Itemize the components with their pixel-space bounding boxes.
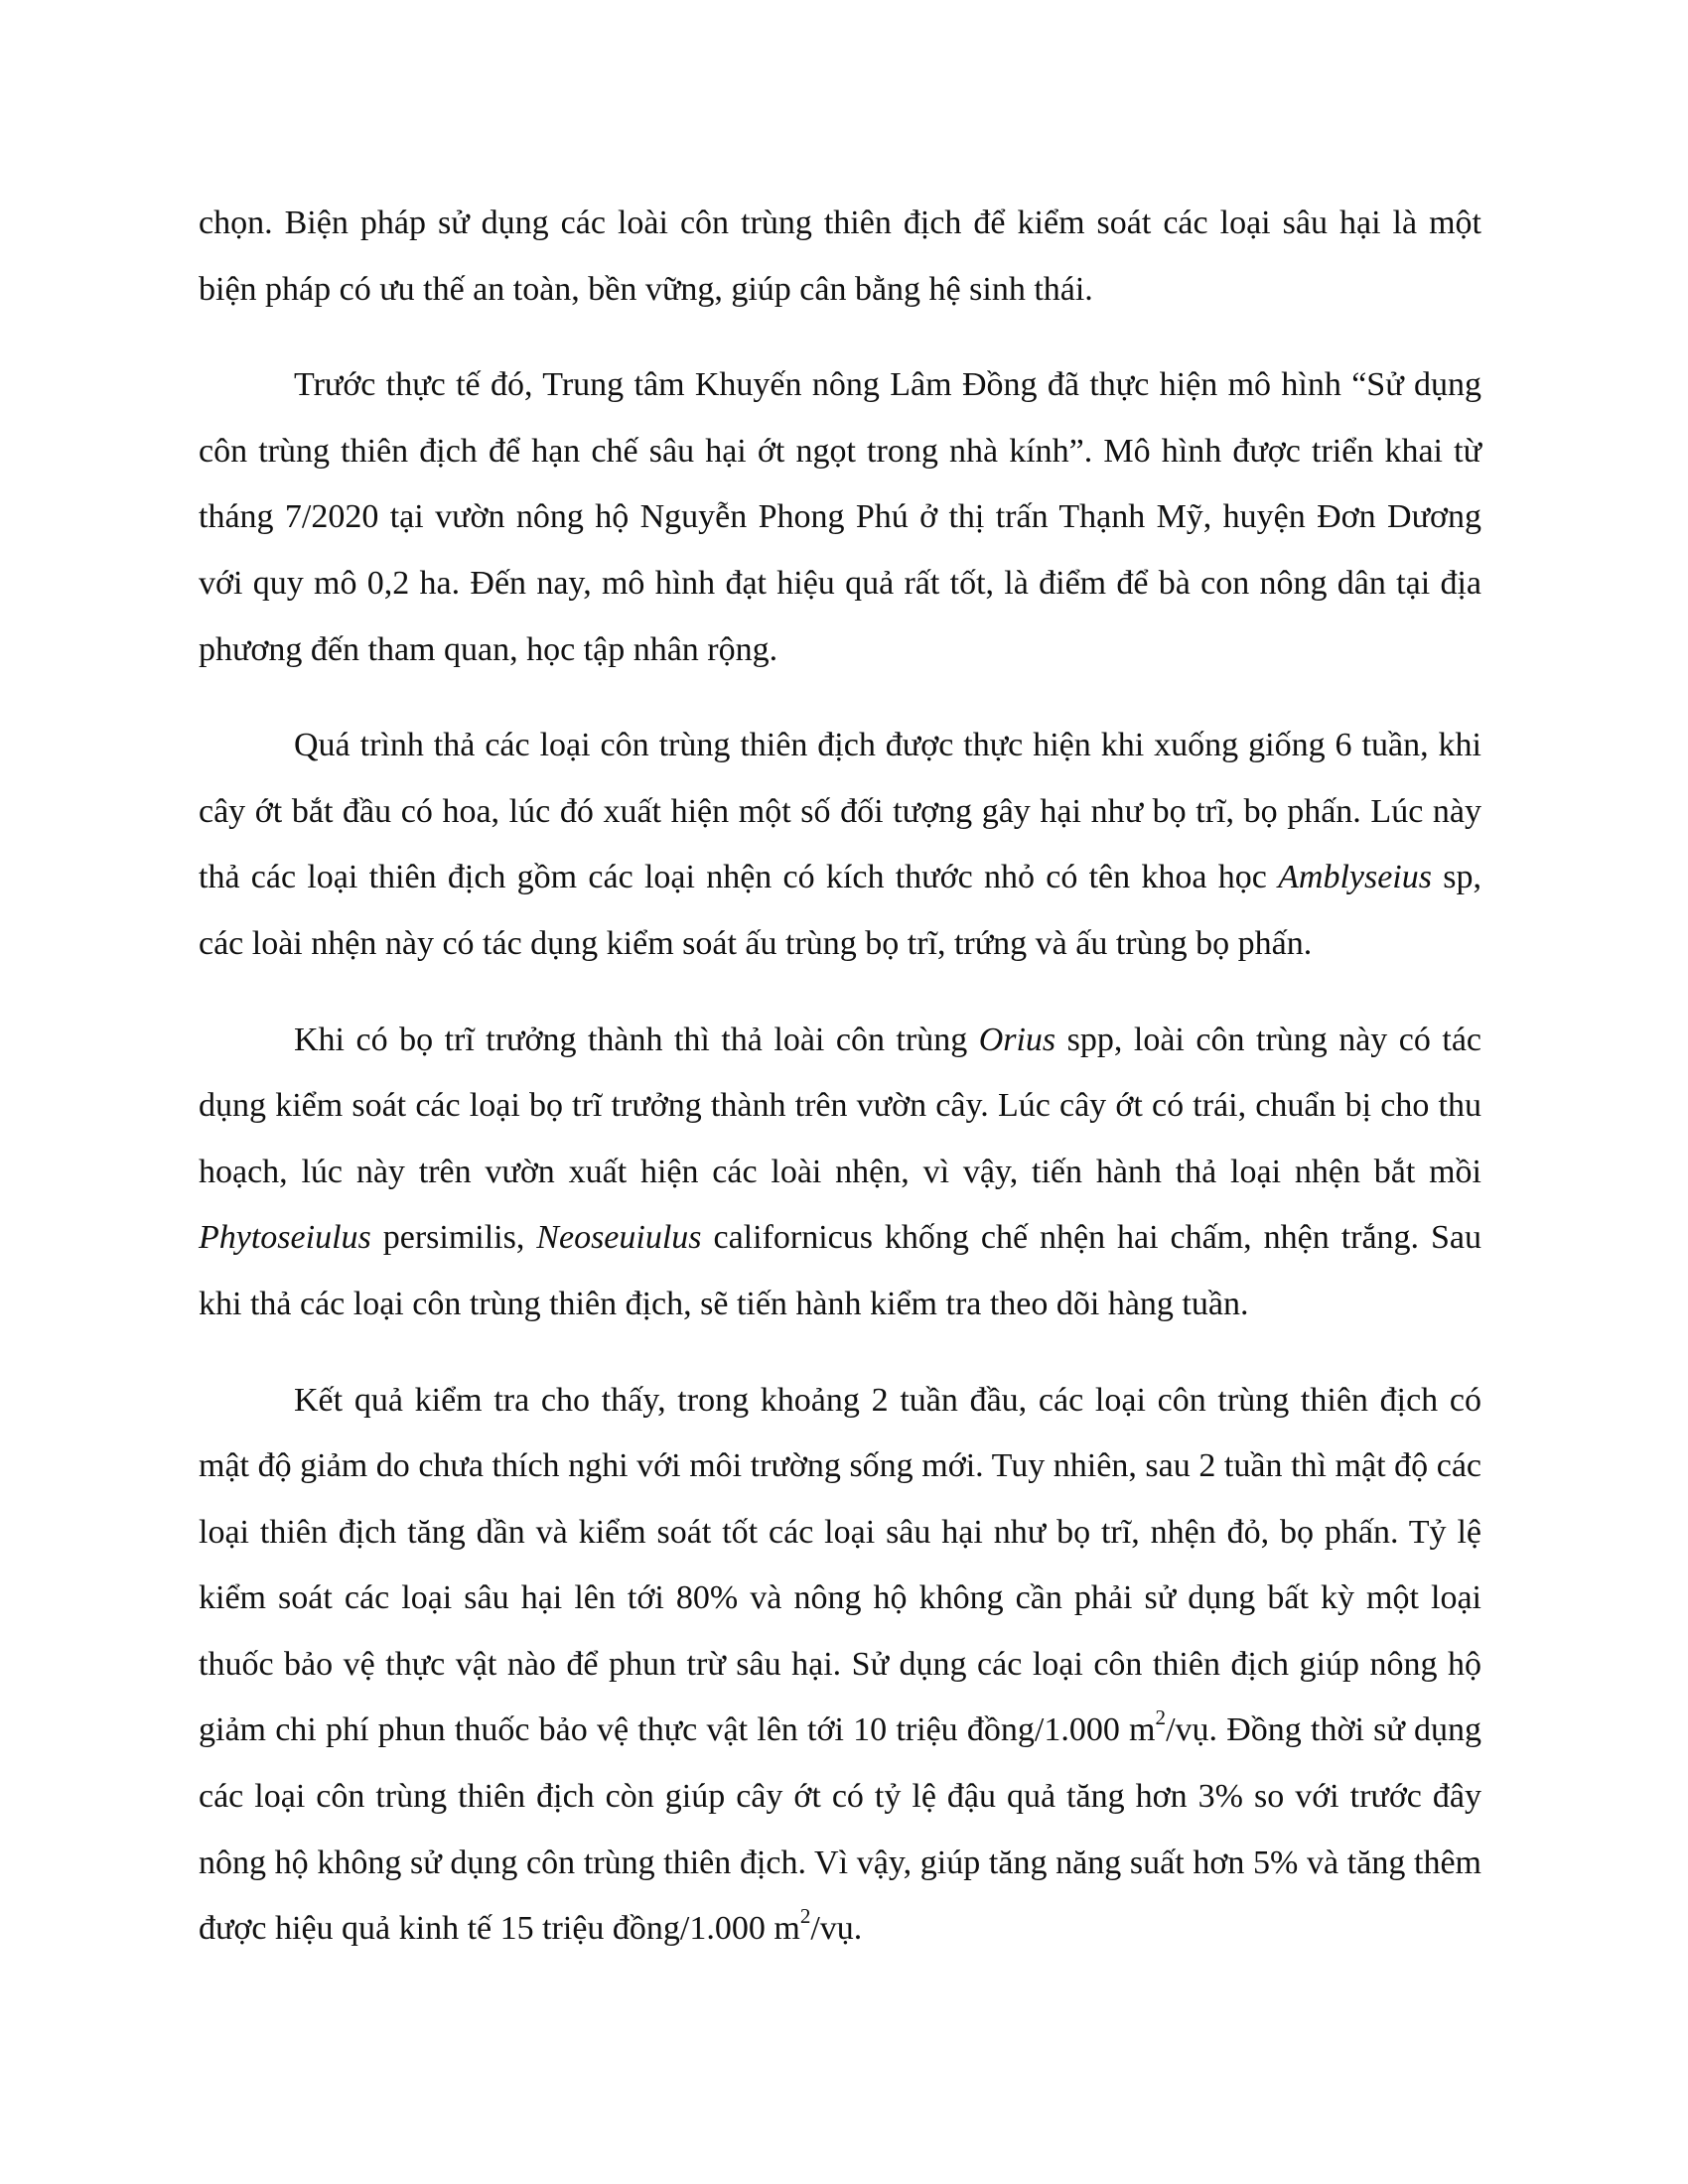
superscript: 2: [799, 1904, 811, 1929]
paragraph-1: [199, 191, 1481, 323]
italic-term: Neoseuiulus: [536, 1219, 702, 1257]
text-segment: Trước thực tế đó, Trung tâm Khuyến nông Lâm Đồng đã thực hiện mô hình “Sử dụng côn trùng thiên địch để hạn chế sâu hại ớt ngọt trong nhà kính”. Mô hình được triển khai từ tháng 7/2020 tại vườn nông hộ Nguyễn Phong Phú ở thị trấn Thạnh Mỹ, huyện Đơn Dương với quy mô 0,2 ha. Đến nay, mô hình đạt hiệu quả rất tốt, là điểm để bà con nông dân tại địa phương đến tham quan, học tập nhân rộng.: [199, 366, 1481, 668]
text-segment: sp, các loài nhện này có tác dụng kiểm soát ấu trùng bọ trĩ, trứng và ấu trùng bọ phấn.: [199, 859, 1481, 962]
text-segment: Kết quả kiểm tra cho thấy, trong khoảng 2 tuần đầu, các loại côn trùng thiên địch có mật độ giảm do chưa thích nghi với môi trường sống mới. Tuy nhiên, sau 2 tuần thì mật độ các loại thiên địch tăng dần và kiểm soát tốt các loại sâu hại như bọ trĩ, nhện đỏ, bọ phấn. Tỷ lệ kiểm soát các loại sâu hại lên tới 80% và nông hộ không cần phải sử dụng bất kỳ một loại thuốc bảo vệ thực vật nào để phun trừ sâu hại. Sử dụng các loại côn thiên địch giúp nông hộ giảm chi phí phun thuốc bảo vệ thực vật lên tới 10 triệu đồng/1.000 m: [199, 1381, 1481, 1749]
paragraph-3: [199, 713, 1481, 977]
superscript: 2: [1155, 1706, 1167, 1730]
text-segment: californicus khống chế nhện hai chấm, nhện trắng. Sau khi thả các loại côn trùng thiên địch, sẽ tiến hành kiểm tra theo dõi hàng tuần.: [199, 1219, 1482, 1322]
italic-term: Orius: [978, 1021, 1056, 1058]
text-segment: Khi có bọ trĩ trưởng thành thì thả loài côn trùng: [294, 1021, 979, 1058]
paragraph-4: [199, 1008, 1481, 1338]
text-segment: chọn. Biện pháp sử dụng các loài côn trùng thiên địch để kiểm soát các loại sâu hại là một biện pháp có ưu thế an toàn, bền vững, giúp cân bằng hệ sinh thái.: [199, 205, 1481, 308]
italic-term: Phytoseiulus: [199, 1219, 371, 1257]
document-page: [199, 191, 1481, 1992]
text-segment: /vụ. Đồng thời sử dụng các loại côn trùng thiên địch còn giúp cây ớt có tỷ lệ đậu quả tăng hơn 3% so với trước đây nông hộ không sử dụng côn trùng thiên địch. Vì vậy, giúp tăng năng suất hơn 5% và tăng thêm được hiệu quả kinh tế 15 triệu đồng/1.000 m: [199, 1711, 1482, 1948]
paragraph-2: [199, 352, 1481, 683]
text-segment: Quá trình thả các loại côn trùng thiên địch được thực hiện khi xuống giống 6 tuần, khi cây ớt bắt đầu có hoa, lúc đó xuất hiện một số đối tượng gây hại như bọ trĩ, bọ phấn. Lúc này thả các loại thiên địch gồm các loại nhện có kích thước nhỏ có tên khoa học: [199, 727, 1481, 896]
text-segment: persimilis,: [370, 1219, 537, 1257]
paragraph-5: [199, 1368, 1481, 1963]
text-segment: spp, loài côn trùng này có tác dụng kiểm soát các loại bọ trĩ trưởng thành trên vườn cây. Lúc cây ớt có trái, chuẩn bị cho thu hoạch, lúc này trên vườn xuất hiện các loài nhện, vì vậy, tiến hành thả loại nhện bắt mồi: [199, 1021, 1481, 1190]
italic-term: Amblyseius: [1278, 859, 1432, 896]
text-segment: /vụ.: [810, 1910, 863, 1948]
